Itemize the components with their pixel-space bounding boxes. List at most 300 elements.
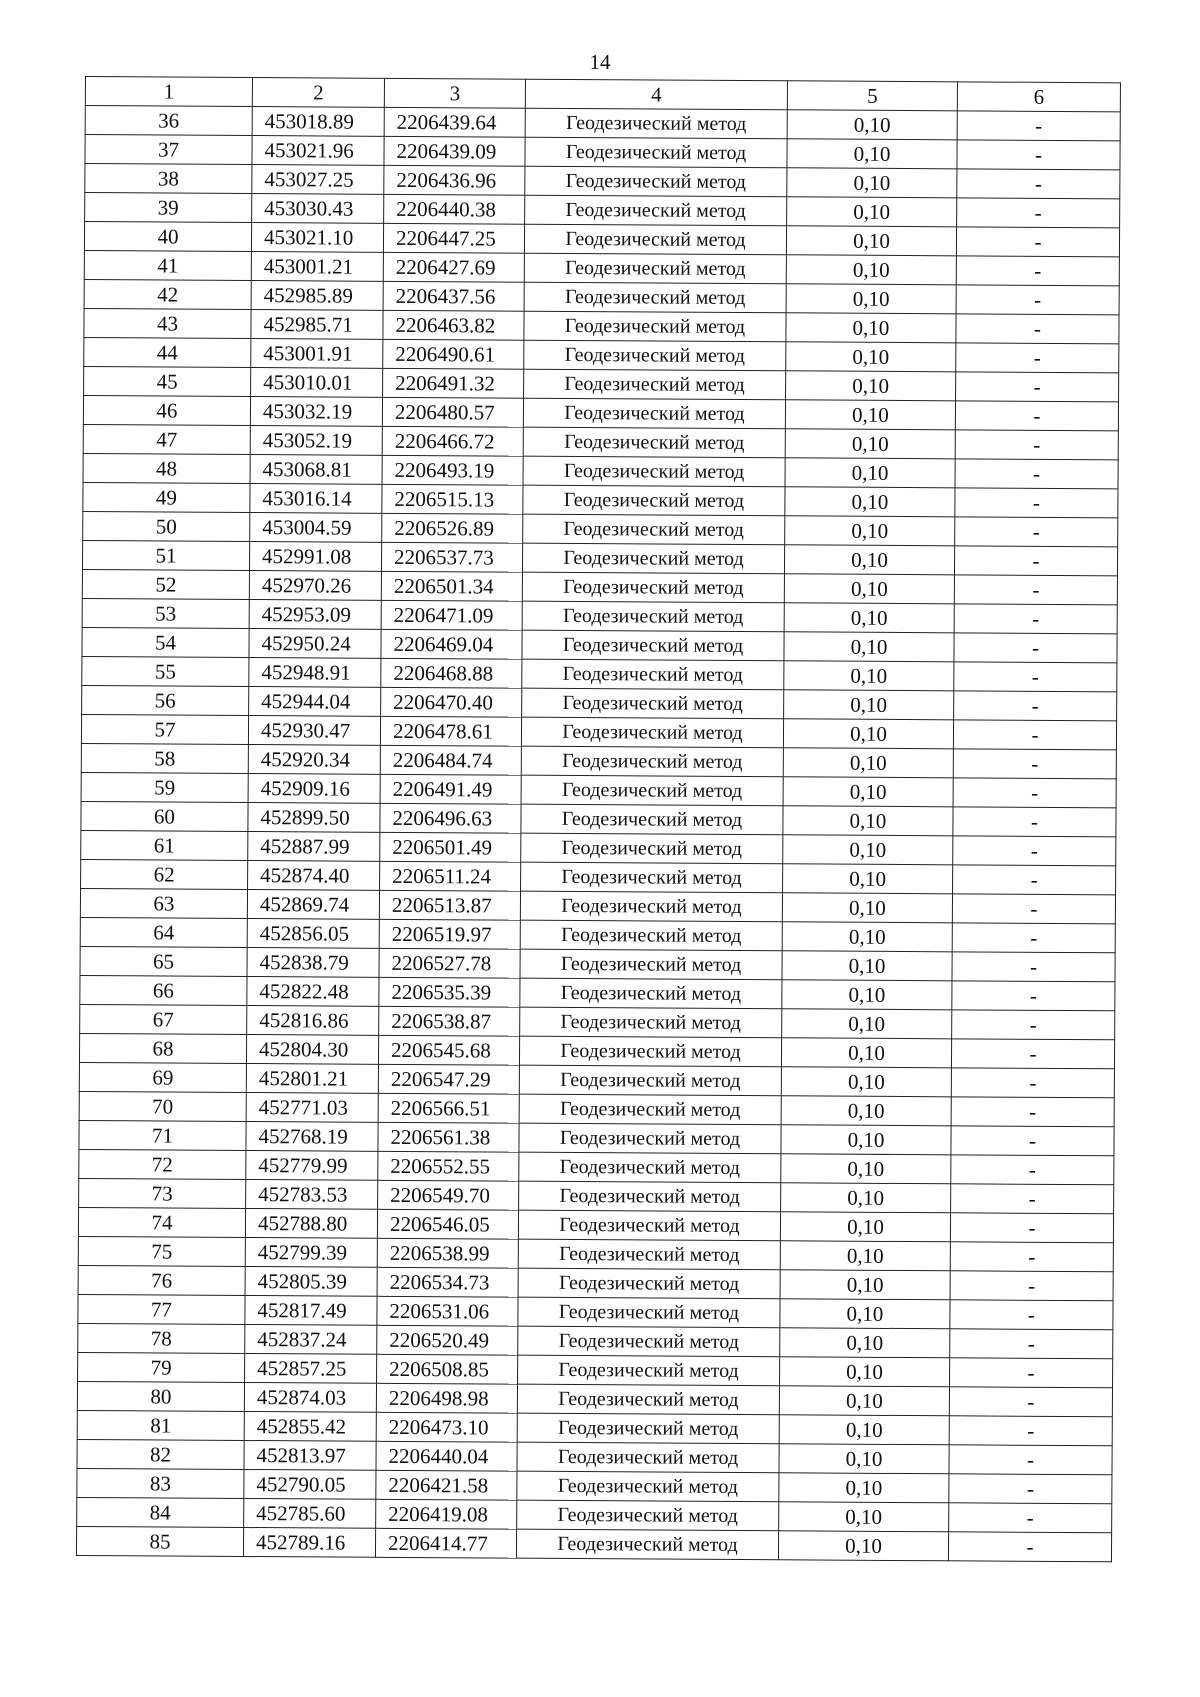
note-cell: - [957,169,1120,199]
accuracy-cell: 0,10 [780,1357,950,1387]
accuracy-cell: 0,10 [786,226,956,256]
y-coordinate-cell: 2206439.09 [384,136,525,166]
method-cell: Геодезический метод [519,1123,781,1154]
point-number-cell: 55 [82,656,249,686]
x-coordinate-cell: 452899.50 [248,803,380,833]
x-coordinate-cell: 452768.19 [246,1122,378,1152]
x-coordinate-cell: 452950.24 [249,629,381,659]
accuracy-cell: 0,10 [785,400,955,430]
accuracy-cell: 0,10 [787,197,957,227]
column-header-2: 2 [252,78,384,108]
point-number-cell: 50 [83,511,250,541]
method-cell: Геодезический метод [522,659,784,690]
y-coordinate-cell: 2206535.39 [379,977,520,1007]
point-number-cell: 79 [78,1352,245,1382]
point-number-cell: 84 [77,1497,244,1527]
accuracy-cell: 0,10 [779,1473,949,1503]
x-coordinate-cell: 452857.25 [245,1353,377,1383]
note-cell: - [951,1184,1114,1214]
note-cell: - [950,1242,1113,1272]
x-coordinate-cell: 452822.48 [247,977,379,1007]
point-number-cell: 65 [80,946,247,976]
x-coordinate-cell: 453001.91 [251,339,383,369]
y-coordinate-cell: 2206473.10 [376,1412,517,1442]
x-coordinate-cell: 452771.03 [246,1093,378,1123]
point-number-cell: 57 [81,714,248,744]
note-cell: - [956,314,1119,344]
method-cell: Геодезический метод [521,862,783,893]
x-coordinate-cell: 453027.25 [252,165,384,195]
x-coordinate-cell: 452838.79 [247,948,379,978]
method-cell: Геодезический метод [524,369,786,400]
y-coordinate-cell: 2206538.99 [377,1238,518,1268]
accuracy-cell: 0,10 [782,893,952,923]
point-number-cell: 62 [81,859,248,889]
point-number-cell: 41 [84,250,251,280]
y-coordinate-cell: 2206520.49 [377,1325,518,1355]
point-number-cell: 64 [80,917,247,947]
y-coordinate-cell: 2206439.64 [384,107,525,137]
point-number-cell: 36 [85,106,252,136]
y-coordinate-cell: 2206421.58 [376,1470,517,1500]
y-coordinate-cell: 2206527.78 [379,948,520,978]
y-coordinate-cell: 2206547.29 [378,1064,519,1094]
accuracy-cell: 0,10 [779,1415,949,1445]
x-coordinate-cell: 453068.81 [250,455,382,485]
point-number-cell: 80 [77,1381,244,1411]
y-coordinate-cell: 2206484.74 [380,745,521,775]
point-number-cell: 74 [78,1207,245,1237]
accuracy-cell: 0,10 [779,1386,949,1416]
method-cell: Геодезический метод [521,775,783,806]
y-coordinate-cell: 2206490.61 [383,339,524,369]
method-cell: Геодезический метод [523,485,785,516]
note-cell: - [951,1126,1114,1156]
point-number-cell: 75 [78,1236,245,1266]
method-cell: Геодезический метод [517,1442,779,1473]
y-coordinate-cell: 2206511.24 [380,861,521,891]
point-number-cell: 76 [78,1265,245,1295]
accuracy-cell: 0,10 [780,1270,950,1300]
x-coordinate-cell: 453016.14 [250,484,382,514]
x-coordinate-cell: 452920.34 [248,745,380,775]
note-cell: - [949,1503,1112,1533]
note-cell: - [952,923,1115,953]
coordinates-table-wrapper [76,76,1120,1562]
accuracy-cell: 0,10 [782,922,952,952]
note-cell: - [956,372,1119,402]
method-cell: Геодезический метод [521,717,783,748]
method-cell: Геодезический метод [518,1326,780,1357]
x-coordinate-cell: 453021.10 [251,223,383,253]
x-coordinate-cell: 453001.21 [251,252,383,282]
point-number-cell: 56 [82,685,249,715]
note-cell: - [949,1387,1112,1417]
note-cell: - [953,778,1116,808]
x-coordinate-cell: 452805.39 [245,1267,377,1297]
x-coordinate-cell: 452874.03 [244,1382,376,1412]
note-cell: - [953,865,1116,895]
method-cell: Геодезический метод [520,920,782,951]
note-cell: - [956,285,1119,315]
method-cell: Геодезический метод [524,253,786,284]
point-number-cell: 46 [83,395,250,425]
accuracy-cell: 0,10 [787,110,957,140]
y-coordinate-cell: 2206491.49 [380,774,521,804]
point-number-cell: 39 [85,193,252,223]
x-coordinate-cell: 452783.53 [246,1180,378,1210]
y-coordinate-cell: 2206534.73 [377,1267,518,1297]
note-cell: - [952,894,1115,924]
point-number-cell: 77 [78,1294,245,1324]
note-cell: - [950,1213,1113,1243]
point-number-cell: 67 [80,1004,247,1034]
x-coordinate-cell: 452991.08 [249,542,381,572]
accuracy-cell: 0,10 [782,980,952,1010]
point-number-cell: 40 [84,222,251,252]
note-cell: - [951,1097,1114,1127]
note-cell: - [955,459,1118,489]
method-cell: Геодезический метод [524,311,786,342]
note-cell: - [953,749,1116,779]
method-cell: Геодезический метод [523,514,785,545]
accuracy-cell: 0,10 [780,1299,950,1329]
y-coordinate-cell: 2206561.38 [378,1122,519,1152]
accuracy-cell: 0,10 [784,574,954,604]
y-coordinate-cell: 2206447.25 [383,223,524,253]
note-cell: - [957,198,1120,228]
x-coordinate-cell: 453010.01 [251,368,383,398]
y-coordinate-cell: 2206469.04 [381,629,522,659]
method-cell: Геодезический метод [522,572,784,603]
x-coordinate-cell: 452813.97 [244,1440,376,1470]
point-number-cell: 70 [79,1091,246,1121]
accuracy-cell: 0,10 [784,632,954,662]
x-coordinate-cell: 452985.89 [251,281,383,311]
method-cell: Геодезический метод [525,195,787,226]
note-cell: - [951,1155,1114,1185]
method-cell: Геодезический метод [522,630,784,661]
method-cell: Геодезический метод [518,1355,780,1386]
point-number-cell: 59 [81,772,248,802]
method-cell: Геодезический метод [521,746,783,777]
x-coordinate-cell: 452837.24 [245,1324,377,1354]
note-cell: - [952,1010,1115,1040]
method-cell: Геодезический метод [517,1500,779,1531]
note-cell: - [950,1358,1113,1388]
y-coordinate-cell: 2206549.70 [378,1180,519,1210]
method-cell: Геодезический метод [517,1413,779,1444]
point-number-cell: 58 [81,743,248,773]
note-cell: - [955,430,1118,460]
note-cell: - [954,575,1117,605]
method-cell: Геодезический метод [518,1268,780,1299]
accuracy-cell: 0,10 [786,313,956,343]
note-cell: - [953,807,1116,837]
table-row [76,1526,1111,1561]
x-coordinate-cell: 452785.60 [244,1498,376,1528]
y-coordinate-cell: 2206471.09 [381,600,522,630]
table-body [76,106,1120,1562]
point-number-cell: 61 [81,830,248,860]
y-coordinate-cell: 2206463.82 [383,310,524,340]
accuracy-cell: 0,10 [780,1328,950,1358]
method-cell: Геодезический метод [525,108,787,139]
point-number-cell: 43 [84,308,251,338]
method-cell: Геодезический метод [519,1065,781,1096]
accuracy-cell: 0,10 [786,371,956,401]
accuracy-cell: 0,10 [782,951,952,981]
method-cell: Геодезический метод [518,1297,780,1328]
y-coordinate-cell: 2206537.73 [381,542,522,572]
note-cell: - [956,343,1119,373]
note-cell: - [951,1068,1114,1098]
point-number-cell: 73 [79,1178,246,1208]
y-coordinate-cell: 2206437.56 [383,281,524,311]
y-coordinate-cell: 2206491.32 [383,368,524,398]
accuracy-cell: 0,10 [780,1241,950,1271]
point-number-cell: 69 [79,1062,246,1092]
method-cell: Геодезический метод [517,1471,779,1502]
accuracy-cell: 0,10 [781,1067,951,1097]
accuracy-cell: 0,10 [781,1154,951,1184]
x-coordinate-cell: 453021.96 [252,136,384,166]
x-coordinate-cell: 452909.16 [248,774,380,804]
note-cell: - [957,111,1120,141]
y-coordinate-cell: 2206419.08 [376,1499,517,1529]
point-number-cell: 48 [83,453,250,483]
x-coordinate-cell: 452948.91 [249,658,381,688]
method-cell: Геодезический метод [522,543,784,574]
x-coordinate-cell: 452789.16 [243,1527,375,1557]
method-cell: Геодезический метод [523,456,785,487]
point-number-cell: 82 [77,1439,244,1469]
accuracy-cell: 0,10 [787,139,957,169]
method-cell: Геодезический метод [520,978,782,1009]
column-header-6: 6 [957,82,1120,112]
note-cell: - [952,981,1115,1011]
accuracy-cell: 0,10 [784,545,954,575]
y-coordinate-cell: 2206538.87 [379,1006,520,1036]
note-cell: - [949,1445,1112,1475]
note-cell: - [950,1271,1113,1301]
accuracy-cell: 0,10 [787,168,957,198]
note-cell: - [953,836,1116,866]
note-cell: - [948,1532,1111,1562]
y-coordinate-cell: 2206466.72 [382,426,523,456]
x-coordinate-cell: 452801.21 [246,1064,378,1094]
accuracy-cell: 0,10 [782,1009,952,1039]
method-cell: Геодезический метод [524,224,786,255]
column-header-3: 3 [384,78,525,108]
note-cell: - [954,604,1117,634]
method-cell: Геодезический метод [525,137,787,168]
point-number-cell: 66 [80,975,247,1005]
x-coordinate-cell: 452799.39 [245,1238,377,1268]
method-cell: Геодезический метод [517,1384,779,1415]
x-coordinate-cell: 452779.99 [246,1151,378,1181]
accuracy-cell: 0,10 [786,255,956,285]
method-cell: Геодезический метод [520,949,782,980]
y-coordinate-cell: 2206526.89 [382,513,523,543]
point-number-cell: 51 [82,540,249,570]
y-coordinate-cell: 2206498.98 [376,1383,517,1413]
note-cell: - [952,952,1115,982]
column-header-1: 1 [85,77,252,107]
point-number-cell: 37 [85,135,252,165]
accuracy-cell: 0,10 [781,1096,951,1126]
y-coordinate-cell: 2206546.05 [377,1209,518,1239]
method-cell: Геодезический метод [519,1181,781,1212]
x-coordinate-cell: 453052.19 [250,426,382,456]
y-coordinate-cell: 2206468.88 [381,658,522,688]
accuracy-cell: 0,10 [778,1531,948,1561]
x-coordinate-cell: 452874.40 [248,861,380,891]
x-coordinate-cell: 453004.59 [250,513,382,543]
y-coordinate-cell: 2206545.68 [378,1035,519,1065]
point-number-cell: 45 [84,366,251,396]
x-coordinate-cell: 452985.71 [251,310,383,340]
x-coordinate-cell: 452944.04 [249,687,381,717]
note-cell: - [951,1039,1114,1069]
point-number-cell: 54 [82,627,249,657]
method-cell: Геодезический метод [519,1152,781,1183]
x-coordinate-cell: 453032.19 [250,397,382,427]
point-number-cell: 60 [81,801,248,831]
note-cell: - [949,1416,1112,1446]
accuracy-cell: 0,10 [784,690,954,720]
accuracy-cell: 0,10 [784,661,954,691]
y-coordinate-cell: 2206480.57 [382,397,523,427]
accuracy-cell: 0,10 [785,516,955,546]
point-number-cell: 71 [79,1120,246,1150]
point-number-cell: 38 [85,164,252,194]
y-coordinate-cell: 2206531.06 [377,1296,518,1326]
accuracy-cell: 0,10 [783,835,953,865]
note-cell: - [949,1474,1112,1504]
method-cell: Геодезический метод [518,1239,780,1270]
method-cell: Геодезический метод [525,166,787,197]
accuracy-cell: 0,10 [783,719,953,749]
x-coordinate-cell: 452953.09 [249,600,381,630]
y-coordinate-cell: 2206427.69 [383,252,524,282]
note-cell: - [955,517,1118,547]
point-number-cell: 78 [78,1323,245,1353]
note-cell: - [956,256,1119,286]
note-cell: - [954,691,1117,721]
accuracy-cell: 0,10 [781,1125,951,1155]
method-cell: Геодезический метод [519,1036,781,1067]
y-coordinate-cell: 2206515.13 [382,484,523,514]
x-coordinate-cell: 453018.89 [252,107,384,137]
method-cell: Геодезический метод [522,601,784,632]
x-coordinate-cell: 452816.86 [247,1006,379,1036]
method-cell: Геодезический метод [524,340,786,371]
method-cell: Геодезический метод [519,1094,781,1125]
y-coordinate-cell: 2206501.49 [380,832,521,862]
x-coordinate-cell: 452887.99 [248,832,380,862]
accuracy-cell: 0,10 [780,1212,950,1242]
coordinates-table [76,76,1121,1562]
note-cell: - [957,140,1120,170]
accuracy-cell: 0,10 [783,806,953,836]
note-cell: - [954,546,1117,576]
y-coordinate-cell: 2206440.04 [376,1441,517,1471]
column-header-5: 5 [787,81,957,111]
accuracy-cell: 0,10 [786,342,956,372]
page-number: 14 [589,50,611,74]
note-cell: - [953,720,1116,750]
accuracy-cell: 0,10 [785,487,955,517]
x-coordinate-cell: 452790.05 [244,1469,376,1499]
accuracy-cell: 0,10 [783,864,953,894]
method-cell: Геодезический метод [518,1210,780,1241]
x-coordinate-cell: 453030.43 [252,194,384,224]
accuracy-cell: 0,10 [783,777,953,807]
point-number-cell: 53 [82,598,249,628]
point-number-cell: 52 [82,569,249,599]
y-coordinate-cell: 2206513.87 [379,890,520,920]
point-number-cell: 81 [77,1410,244,1440]
y-coordinate-cell: 2206508.85 [377,1354,518,1384]
note-cell: - [954,662,1117,692]
y-coordinate-cell: 2206501.34 [381,571,522,601]
note-cell: - [950,1329,1113,1359]
point-number-cell: 68 [79,1033,246,1063]
x-coordinate-cell: 452970.26 [249,571,381,601]
y-coordinate-cell: 2206493.19 [382,455,523,485]
point-number-cell: 85 [76,1526,243,1556]
method-cell: Геодезический метод [521,804,783,835]
method-cell: Геодезический метод [523,427,785,458]
accuracy-cell: 0,10 [786,284,956,314]
method-cell: Геодезический метод [521,833,783,864]
note-cell: - [954,633,1117,663]
method-cell: Геодезический метод [520,1007,782,1038]
accuracy-cell: 0,10 [781,1183,951,1213]
point-number-cell: 49 [83,482,250,512]
note-cell: - [955,488,1118,518]
method-cell: Геодезический метод [524,282,786,313]
point-number-cell: 42 [84,279,251,309]
y-coordinate-cell: 2206440.38 [384,194,525,224]
y-coordinate-cell: 2206414.77 [375,1528,516,1558]
note-cell: - [950,1300,1113,1330]
x-coordinate-cell: 452817.49 [245,1296,377,1326]
method-cell: Геодезический метод [520,891,782,922]
y-coordinate-cell: 2206496.63 [380,803,521,833]
accuracy-cell: 0,10 [779,1444,949,1474]
x-coordinate-cell: 452869.74 [247,890,379,920]
accuracy-cell: 0,10 [779,1502,949,1532]
accuracy-cell: 0,10 [785,458,955,488]
x-coordinate-cell: 452804.30 [246,1035,378,1065]
accuracy-cell: 0,10 [781,1038,951,1068]
point-number-cell: 83 [77,1468,244,1498]
accuracy-cell: 0,10 [784,603,954,633]
x-coordinate-cell: 452930.47 [248,716,380,746]
method-cell: Геодезический метод [523,398,785,429]
x-coordinate-cell: 452788.80 [245,1209,377,1239]
y-coordinate-cell: 2206519.97 [379,919,520,949]
y-coordinate-cell: 2206470.40 [381,687,522,717]
x-coordinate-cell: 452855.42 [244,1411,376,1441]
point-number-cell: 47 [83,424,250,454]
y-coordinate-cell: 2206566.51 [378,1093,519,1123]
y-coordinate-cell: 2206552.55 [378,1151,519,1181]
point-number-cell: 44 [84,337,251,367]
note-cell: - [955,401,1118,431]
